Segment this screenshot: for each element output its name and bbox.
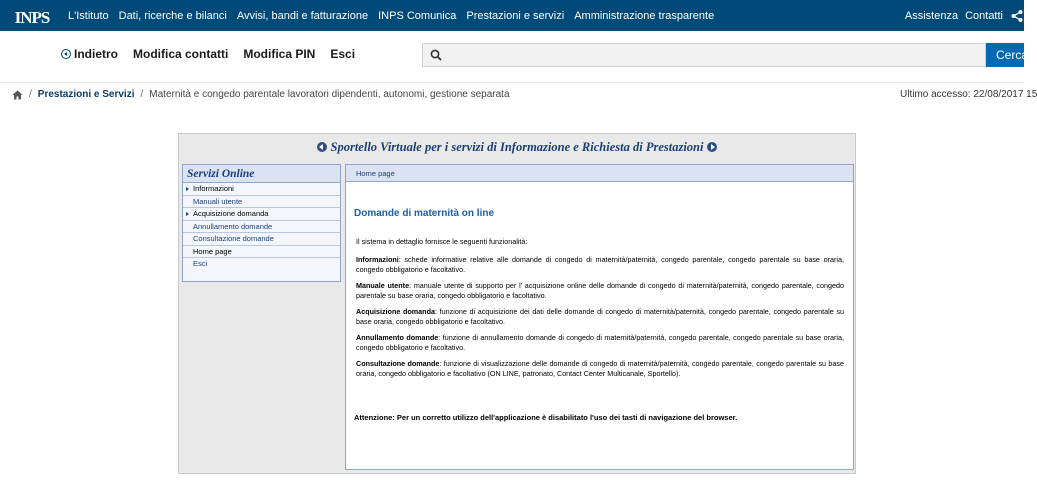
assistenza-link[interactable]: Assistenza [904, 9, 959, 22]
search-input[interactable] [449, 46, 979, 64]
search-icon [430, 49, 442, 61]
menu-item-consultazione[interactable]: Consultazione domande [183, 233, 340, 246]
desc-term: Informazioni [356, 255, 399, 264]
panel-header: Home page [346, 165, 853, 182]
desc-text: : funzione di annullamento domande di congedo di maternità/paternità, congedo parentale, congedo parentale su base oraria, congedo obbligatorio e facoltativo. [356, 333, 844, 352]
desc-text: : schede informative relative alle domande di congedo di maternità/paternità, congedo parentale, congedo parentale su base oraria, congedo obbligatorio e facoltativo. [356, 255, 844, 274]
menu-item-manuali[interactable]: Manuali utente [183, 196, 340, 209]
desc-consultazione [356, 359, 844, 378]
last-access: Ultimo accesso: 22/08/2017 15 [900, 89, 1037, 100]
topnav-dati[interactable]: Dati, ricerche e bilanci [118, 9, 227, 22]
desc-informazioni [356, 255, 844, 274]
modifica-pin-button[interactable]: Modifica PIN [243, 47, 316, 61]
navigation-warning: Attenzione: Per un corretto utilizzo dell'applicazione è disabilitato l'uso dei tasti di navigazione del browser. [354, 413, 738, 422]
breadcrumb-bar [0, 82, 1037, 106]
back-button[interactable] [61, 47, 118, 61]
frame-title: Sportello Virtuale per i servizi di Informazione e Richiesta di Prestazioni [330, 139, 704, 154]
user-menu [61, 31, 370, 77]
menu-item-home[interactable]: Home page [183, 246, 340, 259]
top-bar [0, 0, 1024, 31]
share-icon[interactable] [1010, 9, 1024, 23]
search-button[interactable]: Cerca [986, 43, 1024, 67]
servizi-online-menu [182, 164, 341, 282]
secondary-bar [0, 31, 1029, 77]
sportello-frame [178, 133, 856, 474]
breadcrumb-current: Maternità e congedo parentale lavoratori dipendenti, autonomi, gestione separata [149, 89, 510, 100]
topnav-comunica[interactable]: INPS Comunica [378, 9, 457, 22]
breadcrumb: / Prestazioni e Servizi / Maternità e congedo parentale lavoratori dipendenti, autonomi, gestione separata [12, 89, 510, 100]
desc-text: : manuale utente di supporto per l' acquisizione online delle domande di congedo di maternità/paternità, congedo parentale, congedo parentale su base oraria, congedo obbligatorio e facoltativo. [356, 281, 844, 300]
home-icon[interactable] [12, 90, 23, 100]
panel-title: Domande di maternità on line [354, 208, 495, 219]
desc-term: Consultazione domande [356, 359, 440, 368]
menu-item-esci[interactable]: Esci [193, 259, 208, 268]
desc-term: Annullamento domande [356, 333, 439, 342]
menu-item-informazioni[interactable]: Informazioni [183, 183, 340, 196]
esci-button[interactable]: Esci [330, 47, 356, 61]
desc-term: Acquisizione domanda [356, 307, 435, 316]
menu-item-acquisizione[interactable]: Acquisizione domanda [183, 208, 340, 221]
menu-title: Servizi Online [183, 165, 340, 183]
contatti-link[interactable]: Contatti [965, 9, 1003, 22]
logo-text: INPS [14, 8, 50, 27]
search-box [422, 43, 986, 67]
topnav-prestazioni[interactable]: Prestazioni e servizi [466, 9, 565, 22]
topnav-istituto[interactable]: L'Istituto [68, 9, 109, 22]
topnav-trasparente[interactable]: Amministrazione trasparente [574, 9, 715, 22]
top-navigation [68, 0, 724, 31]
desc-acquisizione [356, 307, 844, 326]
topnav-avvisi[interactable]: Avvisi, bandi e fatturazione [236, 9, 369, 22]
breadcrumb-prestazioni[interactable]: Prestazioni e Servizi [37, 89, 135, 100]
menu-item-annullamento[interactable]: Annullamento domande [183, 221, 340, 234]
desc-text: : funzione di visualizzazione delle domande di congedo di maternità/paternità, congedo parentale, congedo parentale su base oraria, congedo obbligatorio e facoltativo (ON LINE, patronato, Contact Center Multicanale, Sportello). [356, 359, 844, 378]
desc-annullamento [356, 333, 844, 352]
frame-title-bar [179, 134, 855, 160]
desc-text: : funzione di acquisizione dei dati delle domande di congedo di maternità/paternità, congedo parentale, congedo parentale su base oraria, congedo obbligatorio e facoltativo. [356, 307, 844, 326]
back-label: Indietro [74, 47, 118, 61]
top-right-links [905, 0, 1024, 31]
desc-term: Manuale utente [356, 281, 410, 290]
arrow-right-icon[interactable] [707, 142, 717, 152]
desc-manuale [356, 281, 844, 300]
back-arrow-icon [61, 49, 71, 59]
arrow-left-icon[interactable] [317, 142, 327, 152]
content-panel [345, 164, 854, 470]
panel-intro: Il sistema in dettaglio fornisce le seguenti funzionalità: [356, 237, 528, 246]
modifica-contatti-button[interactable]: Modifica contatti [133, 47, 229, 61]
